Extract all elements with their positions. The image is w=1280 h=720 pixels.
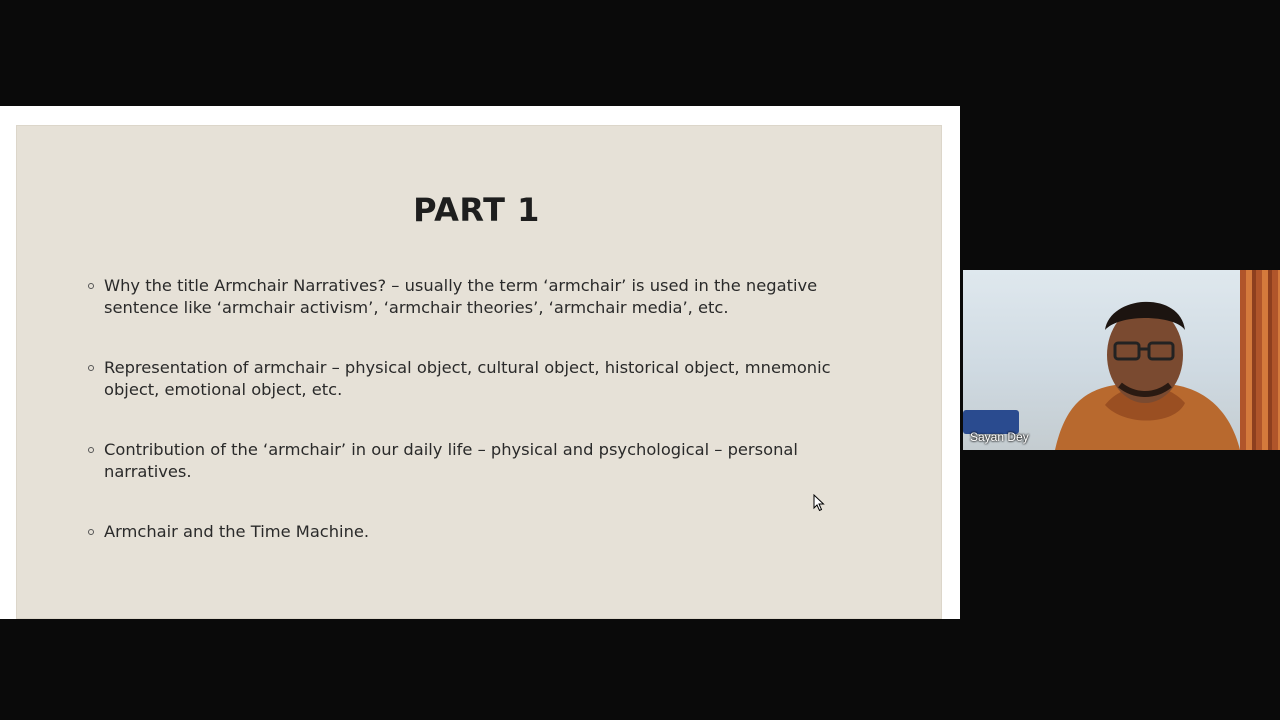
mouse-pointer-icon [813,494,825,512]
slide-bullet-list [88,275,858,582]
bullet-circle-icon [88,365,94,371]
slide-bullet-text: Armchair and the Time Machine. [104,522,370,541]
slide-bullet-text: Representation of armchair – physical object, cultural object, historical object, mnemonic object, emotional object, etc. [104,358,831,399]
slide-bullet-3 [88,439,858,482]
slide-bullet-text: Why the title Armchair Narratives? – usually the term ‘armchair’ is used in the negative sentence like ‘armchair activism’, ‘armchair theories’, ‘armchair media’, etc. [104,276,818,317]
bullet-circle-icon [88,529,94,535]
slide-title: PART 1 [413,191,540,229]
slide-bullet-text: Contribution of the ‘armchair’ in our daily life – physical and psychological – personal narratives. [104,440,798,481]
screen-share-area[interactable] [0,106,960,619]
bullet-circle-icon [88,447,94,453]
slide-bullet-2 [88,357,858,400]
background-curtain [1240,270,1280,450]
participant-name-label: Sayan Dey [970,430,1029,444]
slide-bullet-1 [88,275,858,318]
bullet-circle-icon [88,283,94,289]
slide-bullet-4 [88,521,858,543]
presentation-slide [16,125,942,619]
participant-video-tile[interactable] [963,270,1280,450]
participant-video-feed [1045,285,1245,450]
